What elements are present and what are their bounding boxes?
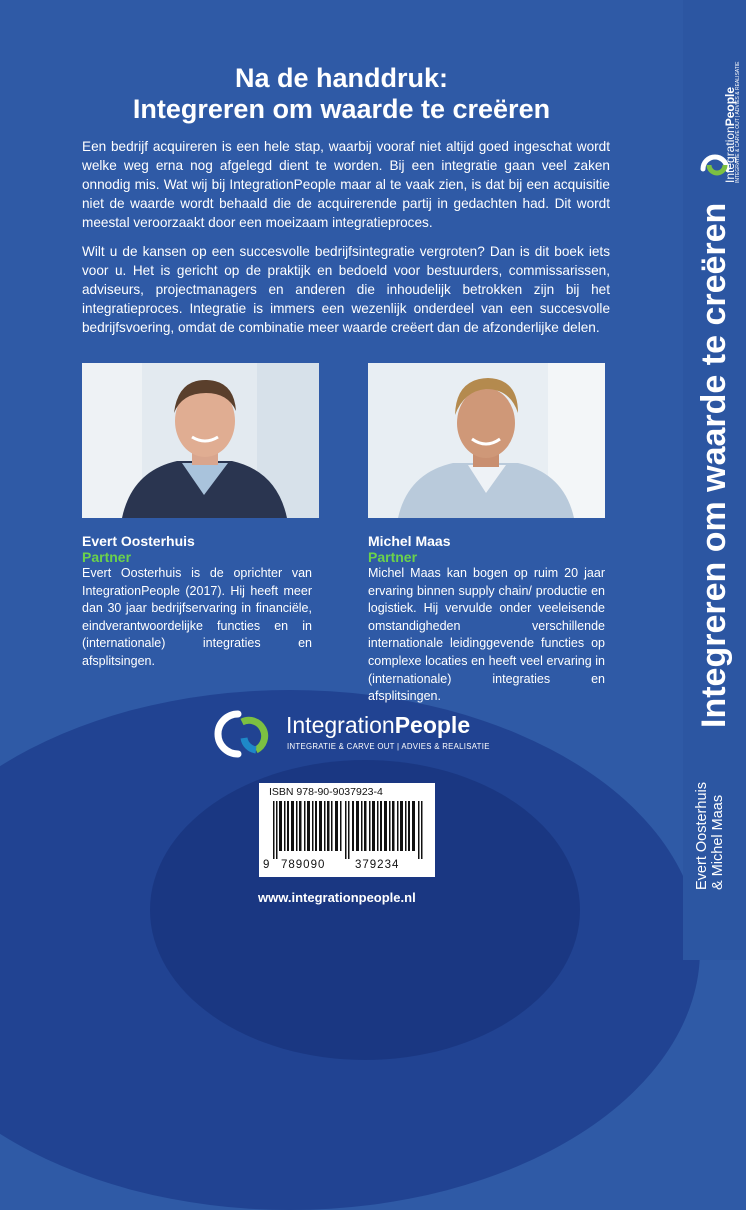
author-photo-michel — [368, 363, 605, 518]
author-role-evert: Partner — [82, 549, 132, 565]
spine-author-2: & Michel Maas — [710, 794, 726, 890]
logo-mark-icon — [212, 708, 278, 760]
spine-logo — [687, 47, 743, 187]
isbn-barcode — [259, 783, 435, 877]
barcode-digits-right: 379234 — [355, 859, 400, 871]
book-spine — [683, 0, 746, 960]
spine-logo-tagline: INTEGRATIE & CARVE OUT | ADVIES & REALISATIE — [735, 61, 741, 183]
intro-paragraph-2: Wilt u de kansen op een succesvolle bedrijfsintegratie vergroten? Dan is dit boek iets voor u. Het is gericht op de praktijk en bedoeld voor bestuurders, commissarissen, adviseurs, projectmanagers en anderen die inhoudelijk betrokken zijn bij het integratieproces. Integratie is immers een wezenlijk onderdeel van een succesvolle bedrijfsvoering, omdat de combinatie meer waarde creëert dan de afzonderlijke delen. — [82, 244, 610, 335]
integrationpeople-logo — [212, 708, 490, 760]
author-role-michel: Partner — [368, 549, 418, 565]
intro-paragraph-1: Een bedrijf acquireren is een hele stap, waarbij vooraf niet altijd goed ingeschat wordt welke weg erna nog afgelegd dient te worden. Bij een integratie gaan veel zaken onnodig mis. Wat wij bij IntegrationPeople maar al te vaak zien, is dat bij een acquisitie niet de waarde wordt behaald die de acquirerende partij in gedachten had. Dit wordt meestal veroorzaakt door een moeizaam integratieproces. — [82, 139, 610, 230]
barcode-digit-first: 9 — [263, 859, 271, 871]
barcode-digits-left: 789090 — [281, 859, 326, 871]
author-name-evert: Evert Oosterhuis — [82, 533, 195, 549]
spine-authors — [694, 782, 726, 890]
cover-title-line-1: Na de handdruk: — [234, 63, 449, 93]
cover-title — [0, 63, 683, 125]
website-url: www.integrationpeople.nl — [258, 890, 416, 905]
logo-wordmark — [286, 712, 470, 738]
logo-word-regular: Integration — [286, 712, 395, 738]
barcode-bars — [273, 801, 425, 859]
spine-logo-word-regular: Integration — [723, 126, 737, 183]
cover-title-line-2: Integreren om waarde te creëren — [132, 94, 551, 124]
author-bio-michel: Michel Maas kan bogen op ruim 20 jaar ervaring binnen supply chain/ productie en logistiek. Hij vervulde onder veeleisende omstandigheden verschillende internationale leidinggevende functies op complexe locaties en heeft veel ervaring in (internationale) integraties en afsplitsingen. — [368, 566, 605, 704]
isbn-number: ISBN 978-90-9037923-4 — [269, 786, 383, 798]
spine-title: Integreren om waarde te creëren — [695, 202, 733, 728]
logo-word-bold: People — [394, 712, 471, 738]
spine-logo-word-bold: People — [723, 86, 737, 127]
author-photo-evert — [82, 363, 319, 518]
author-name-michel: Michel Maas — [368, 533, 451, 549]
logo-tagline: INTEGRATIE & CARVE OUT | ADVIES & REALISATIE — [287, 742, 490, 751]
author-bio-evert: Evert Oosterhuis is de oprichter van IntegrationPeople (2017). Hij heeft meer dan 30 jaar bedrijfservaring in financiële, eindverantwoordelijke functies en in (internationale) integraties en afsplitsingen. — [82, 566, 312, 668]
spine-author-1: Evert Oosterhuis — [694, 782, 710, 890]
